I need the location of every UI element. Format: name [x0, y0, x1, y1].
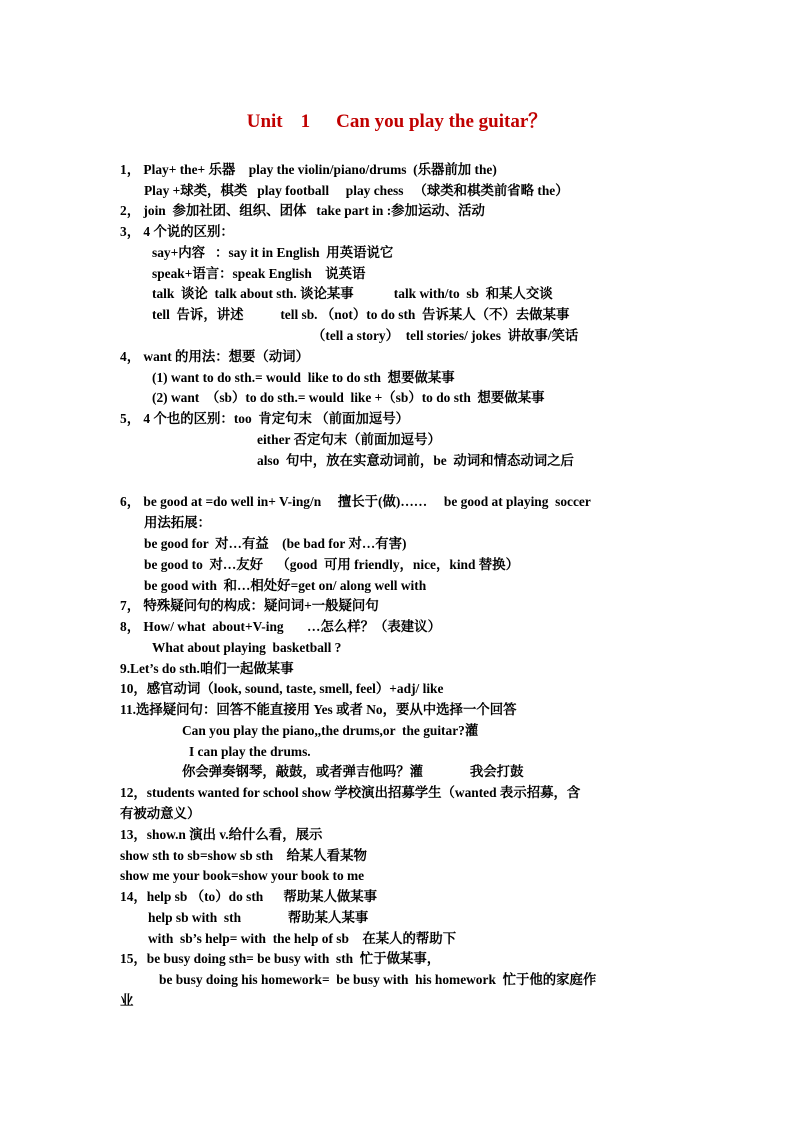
note-line: 2， join 参加社团、组织、团体 take part in :参加运动、活动 [120, 203, 485, 218]
note-line: 11.选择疑问句：回答不能直接用 Yes 或者 No，要从中选择一个回答 [120, 702, 517, 717]
note-line: (1) want to do sth.= would like to do sth 想要做某事 [152, 370, 455, 385]
note-line: 4， want 的用法：想要（动词） [120, 349, 309, 364]
note-line: either 否定句末（前面加逗号） [257, 432, 441, 447]
note-line: also 句中，放在实意动词前，be 动词和情态动词之后 [257, 453, 574, 468]
note-line: （tell a story） tell stories/ jokes 讲故事/笑话 [312, 328, 579, 343]
note-line: 6， be good at =do well in+ V-ing/n 擅长于(做)…… be good at playing soccer [120, 494, 591, 509]
note-line: with sb’s help= with the help of sb 在某人的帮助下 [148, 931, 457, 946]
note-line: be good for 对…有益 (be bad for 对…有害) [144, 536, 407, 551]
note-line: be busy doing his homework= be busy with his homework 忙于他的家庭作 [159, 972, 597, 987]
note-line: I can play the drums. [189, 744, 311, 759]
note-line: 14，help sb （to）do sth 帮助某人做某事 [120, 889, 378, 904]
note-line: help sb with sth 帮助某人某事 [148, 910, 369, 925]
note-line: 10，感官动词（look, sound, taste, smell, feel）+adj/ like [120, 681, 444, 696]
note-line: 5， 4 个也的区别：too 肯定句末 （前面加逗号） [120, 411, 410, 426]
note-line: 12，students wanted for school show 学校演出招募学生（wanted 表示招募，含 [120, 785, 581, 800]
note-line: be good with 和…相处好=get on/ along well with [144, 578, 427, 593]
title-unit: Unit [246, 111, 283, 132]
page-title [0, 106, 794, 133]
note-line: 13，show.n 演出 v.给什么看，展示 [120, 827, 323, 842]
note-line: 7， 特殊疑问句的构成：疑问词+一般疑问句 [120, 598, 379, 613]
note-line: show me your book=show your book to me [120, 868, 365, 883]
note-line: say+内容 ：say it in English 用英语说它 [152, 245, 394, 260]
note-line: tell 告诉，讲述 tell sb. （not）to do sth 告诉某人（不）去做某事 [152, 307, 570, 322]
note-line: 9.Let’s do sth.咱们一起做某事 [120, 661, 294, 676]
note-line: 业 [120, 993, 134, 1008]
note-line: What about playing basketball ? [152, 640, 342, 655]
title-number: 1 [300, 111, 311, 132]
note-line: 3， 4 个说的区别： [120, 224, 234, 239]
note-line: talk 谈论 talk about sth. 谈论某事 talk with/to sb 和某人交谈 [152, 286, 553, 301]
note-line: be good to 对…友好 （good 可用 friendly，nice，kind 替换） [144, 557, 519, 572]
note-line: speak+语言：speak English 说英语 [152, 266, 366, 281]
note-line: (2) want （sb）to do sth.= would like +（sb）to do sth 想要做某事 [152, 390, 545, 405]
note-line: 15，be busy doing sth= be busy with sth 忙于做某事， [120, 951, 441, 966]
note-line: 有被动意义） [120, 806, 201, 821]
note-line: Play +球类，棋类 play football play chess （球类和棋类前省略 the） [144, 183, 569, 198]
note-line: 8， How/ what about+V-ing …怎么样？（表建议） [120, 619, 441, 634]
note-line: Can you play the piano,,the drums,or the guitar?灌 [182, 723, 479, 738]
note-line: 1， Play+ the+ 乐器 play the violin/piano/drums (乐器前加 the) [120, 162, 497, 177]
note-line: show sth to sb=show sb sth 给某人看某物 [120, 848, 367, 863]
note-line: 你会弹奏钢琴，敲鼓，或者弹吉他吗？灌 我会打鼓 [182, 764, 524, 779]
title-text: Can you play the guitar？ [336, 111, 548, 132]
note-line: 用法拓展： [144, 515, 211, 530]
